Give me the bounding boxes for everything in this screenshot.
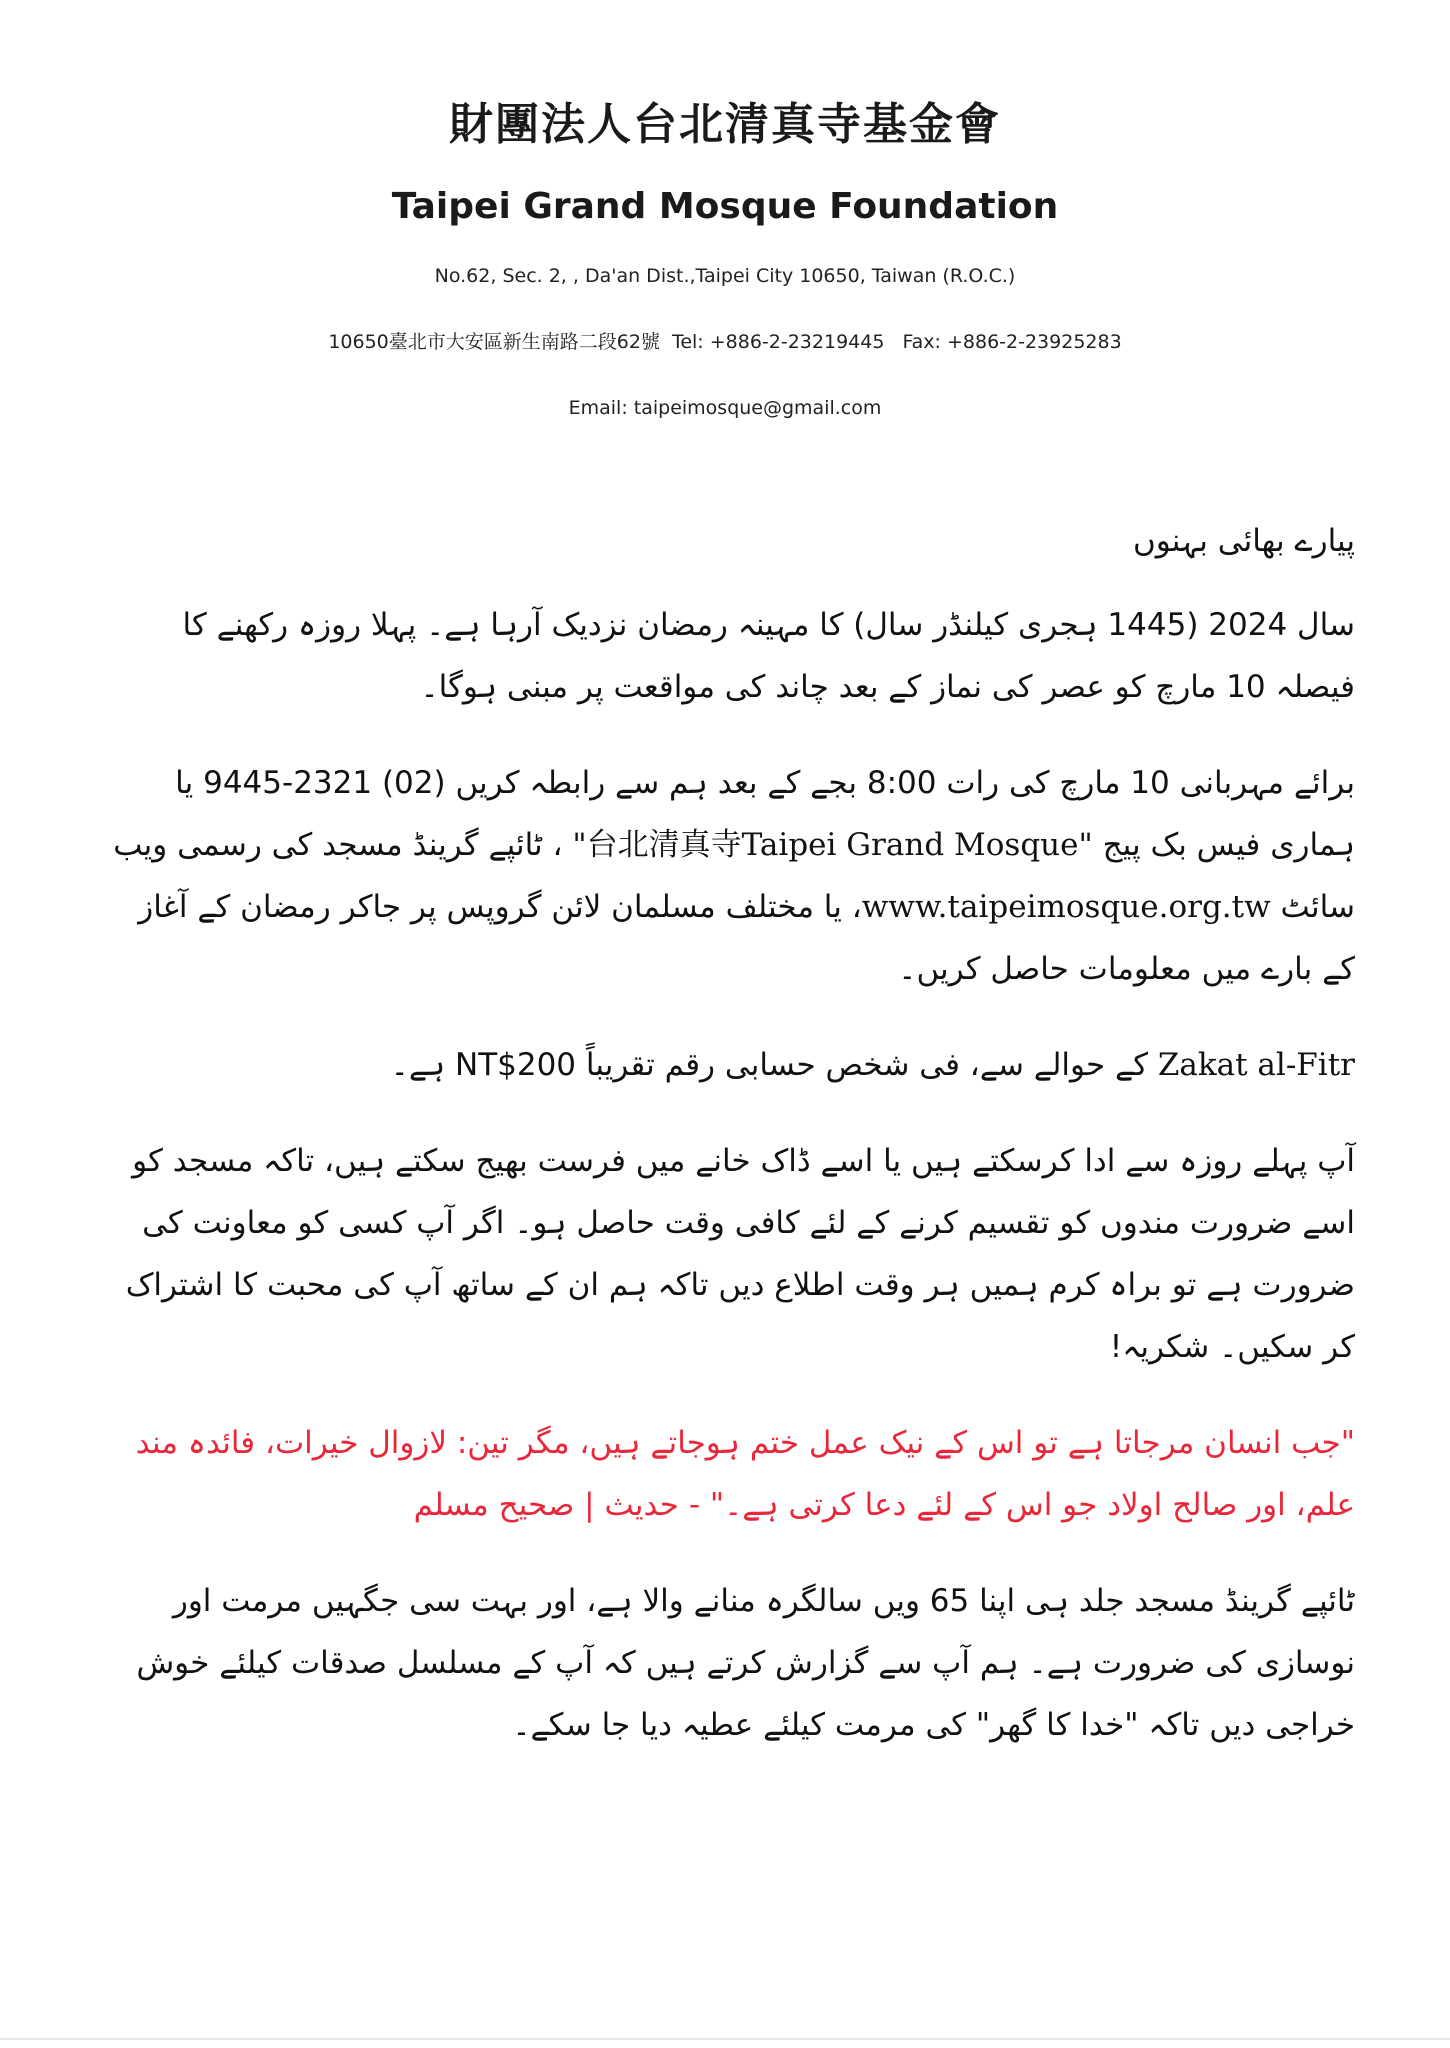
address-chinese: 10650臺北市大安區新生南路二段62號 [328, 331, 660, 353]
paragraph-donation-request: آپ پہلے روزہ سے ادا کرسکتے ہیں یا اسے ڈاک خانے میں فرست بھیج سکتے ہیں، تاکہ مسجد کو اسے ضرورت مندوں کو تقسیم کرنے کے لئے کافی وقت حاصل ہو۔ اگر آپ کسی کو معاونت کی ضرورت ہے تو براہ کرم ہمیں ہر وقت اطلاع دیں تاکہ ہم ان کے ساتھ آپ کی محبت کا اشتراک کر سکیں۔ شکریہ! [125, 1143, 1355, 1365]
paragraph-ramadan-announcement: سال 2024 (1445 ہجری کیلنڈر سال) کا مہینہ رمضان نزدیک آرہا ہے۔ پہلا روزہ رکھنے کا فیصلہ 10 مارچ کو عصر کی نماز کے بعد چاند کی مواقعت پر مبنی ہوگا۔ [182, 607, 1355, 705]
contact-text-c: ، یا مختلف مسلمان لائن گروپس پر جاکر رمضان کے آغاز کے بارے میں معلومات حاصل کریں۔ [138, 889, 1355, 987]
salutation: پیارے بھائی بہنوں [1132, 523, 1355, 559]
contact-text-a: برائے مہربانی 10 مارچ کی رات 8:00 بجے کے بعد ہم سے رابطہ کریں (02) 2321-9445 یا ہماری فیس بک پیج [175, 765, 1355, 863]
letterhead [0, 95, 1450, 421]
telephone: Tel: +886-2-23219445 [671, 331, 885, 353]
organization-name-chinese: 財團法人台北清真寺基金會 [449, 99, 1001, 150]
address-english: No.62, Sec. 2, , Da'an Dist.,Taipei City 10650, Taiwan (R.O.C.) [434, 265, 1016, 287]
zakat-term: Zakat al-Fitr [1157, 1047, 1355, 1083]
scan-edge-divider [0, 2038, 1450, 2040]
website-url: www.taipeimosque.org.tw [861, 889, 1271, 925]
organization-name-english: Taipei Grand Mosque Foundation [391, 186, 1059, 227]
address-contact-line [0, 329, 1450, 355]
facebook-page-name: "台北清真寺Taipei Grand Mosque" [572, 827, 1093, 863]
letter-body [110, 510, 1355, 1756]
zakat-text: کے حوالے سے، فی شخص حسابی رقم تقریباً NT$200 ہے۔ [390, 1047, 1148, 1083]
paragraph-anniversary-renovation: ٹائپے گرینڈ مسجد جلد ہی اپنا 65 ویں سالگرہ منانے والا ہے، اور بہت سی جگہیں مرمت اور نوسازی کی ضرورت ہے۔ ہم آپ سے گزارش کرتے ہیں کہ آپ کے مسلسل صدقات کیلئے خوش خراجی دیں تاکہ "خدا کا گھر" کی مرمت کیلئے عطیہ دیا جا سکے۔ [136, 1583, 1355, 1743]
paragraph-contact-info [110, 752, 1355, 1000]
contact-text-b: ، ٹائپے گرینڈ مسجد کی رسمی ویب سائٹ [113, 827, 1355, 925]
paragraph-zakat [110, 1034, 1355, 1096]
hadith-quote: "جب انسان مرجاتا ہے تو اس کے نیک عمل ختم ہوجاتے ہیں، مگر تین: لازوال خیرات، فائدہ مند علم، اور صالح اولاد جو اس کے لئے دعا کرتی ہے۔" - حدیث | صحیح مسلم [135, 1425, 1355, 1523]
email: Email: taipeimosque@gmail.com [568, 397, 882, 419]
fax: Fax: +886-2-23925283 [902, 331, 1122, 353]
